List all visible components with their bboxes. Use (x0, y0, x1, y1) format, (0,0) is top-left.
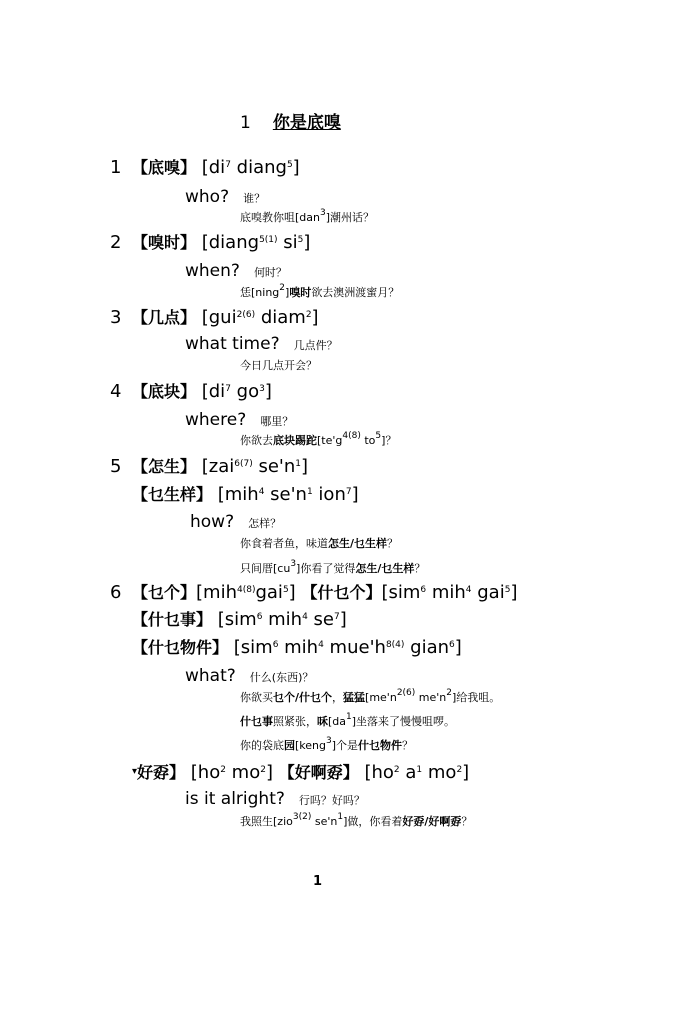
entry-5-head (110, 457, 308, 477)
entry-number: 4 (110, 381, 122, 402)
headword: 【乜生样】 (132, 485, 213, 504)
page-number: 1 (313, 874, 323, 889)
entry-number: 2 (110, 232, 122, 253)
title-number: 1 (240, 113, 251, 133)
entry-6-example-2: 什乜事照紧张，咊$[da^1]$坐落来了慢慢咀啰。 (240, 712, 456, 728)
chinese-gloss: 怎样？ (248, 517, 282, 530)
entry-number: 3 (110, 307, 122, 328)
chinese-gloss: 谁？ (243, 192, 266, 205)
entry-5-meaning (190, 512, 281, 532)
entry-7-head (132, 762, 469, 783)
headword: 【什乜事】 (132, 610, 213, 629)
entry-number: 5 (110, 456, 122, 477)
entry-3-meaning (185, 334, 338, 354)
entry-6-head-3 (132, 638, 462, 658)
entry-6-head (110, 583, 517, 603)
english-gloss: where? (185, 410, 247, 430)
entry-2-example: 恁[ning$^2$]嗅时欲去澳洲渡蜜月？ (240, 283, 400, 299)
pronunciation: [diang$^{5(1)}$ $si^5$] (196, 232, 311, 253)
pronunciation: [sim$^6$ mih$^4$ $mue'h^{8(4)}$ gian$^6$] (228, 637, 462, 658)
entry-7-example: 我照生[zio$^{3(2)}$ $se'n^1$]做，你看着好孬/好啊孬？ (240, 812, 473, 828)
title-text: 你是底嗅 (272, 113, 341, 133)
triangle-marker-icon: ▾ (132, 766, 138, 777)
headword-alt: 【什乜个】 (301, 583, 382, 602)
entry-3-example: 今日几点开会？ (240, 359, 317, 372)
headword: 【几点】 (132, 308, 197, 327)
pronunciation: [gui$^{2(6)}$ diam$^2$] (196, 307, 319, 328)
entry-6-meaning (185, 666, 313, 686)
entry-2-meaning (185, 261, 287, 281)
entry-3-head (110, 308, 319, 328)
english-gloss: is it alright? (185, 789, 285, 809)
pronunciation-alt: [$ho^2$ $a^1$ $mo^2$] (358, 762, 470, 783)
pronunciation: [zai$^{6(7)}$ $se'n^1$] (196, 456, 309, 477)
english-gloss: how? (190, 512, 235, 532)
entry-4-head (110, 382, 272, 402)
entry-6-example-1: 你欲买乜个/什乜个，猛猛[$me'n^{2(6)}$ $me'n^2$]给我咀。 (240, 688, 501, 704)
chinese-gloss: 哪里？ (260, 415, 294, 428)
pronunciation: [sim$^6$ mih$^4$ $se^7$] (212, 609, 347, 630)
headword: 【嗅时】 (132, 233, 197, 252)
chinese-gloss: 行吗？好吗？ (298, 794, 365, 807)
headword: 【底嗅】 (132, 158, 197, 177)
headword: 好孬】 (137, 763, 186, 782)
headword: 【乜个】 (132, 583, 197, 602)
english-gloss: what? (185, 666, 236, 686)
entry-1-meaning (185, 187, 265, 207)
english-gloss: who? (185, 187, 230, 207)
entry-number: 1 (110, 157, 122, 178)
page-title (240, 108, 341, 133)
pronunciation-alt: [sim$^6$ mih$^4$ gai$^5$] (381, 582, 518, 603)
pronunciation: [mih$^4$ $se'n^1$ ion$^7$] (212, 484, 359, 505)
entry-1-head (110, 158, 300, 178)
english-gloss: what time? (185, 334, 280, 354)
english-gloss: when? (185, 261, 240, 281)
pronunciation: [mih$^{4(8)}$gai$^5$] (196, 582, 296, 603)
entry-7-meaning (185, 789, 365, 809)
entry-2-head (110, 233, 310, 253)
headword-alt: 【好啊孬】 (278, 763, 359, 782)
entry-6-head-2 (132, 610, 347, 630)
pronunciation: [$di^7$ $go^3$] (196, 381, 272, 402)
headword: 【怎生】 (132, 457, 197, 476)
pronunciation: [$di^7$ diang$^5$] (196, 157, 300, 178)
entry-5-head-2 (132, 485, 359, 505)
chinese-gloss: 什么(东西)？ (249, 671, 314, 684)
entry-6-example-3: 你的袋底园[keng$^3$]个是什乜物件？ (240, 736, 414, 752)
entry-4-meaning (185, 410, 293, 430)
pronunciation: [$ho^2$ $mo^2$] (185, 762, 273, 783)
headword: 【什乜物件】 (132, 638, 229, 657)
entry-5-example-1: 你食着者鱼，味道怎生/乜生样？ (240, 537, 399, 550)
entry-5-example-2: 只间厝$[cu^3]$你看了觉得怎生/乜生样？ (240, 559, 426, 575)
entry-1-example: 底嗅教你咀[dan$^3$]潮州话？ (240, 208, 375, 224)
entry-number: 6 (110, 582, 122, 603)
headword: 【底块】 (132, 382, 197, 401)
entry-4-example: 你欲去底块踢跎[$te'g^{4(8)}$ $to^5$]？ (240, 431, 397, 447)
chinese-gloss: 何时？ (253, 266, 287, 279)
chinese-gloss: 几点件？ (293, 339, 338, 352)
